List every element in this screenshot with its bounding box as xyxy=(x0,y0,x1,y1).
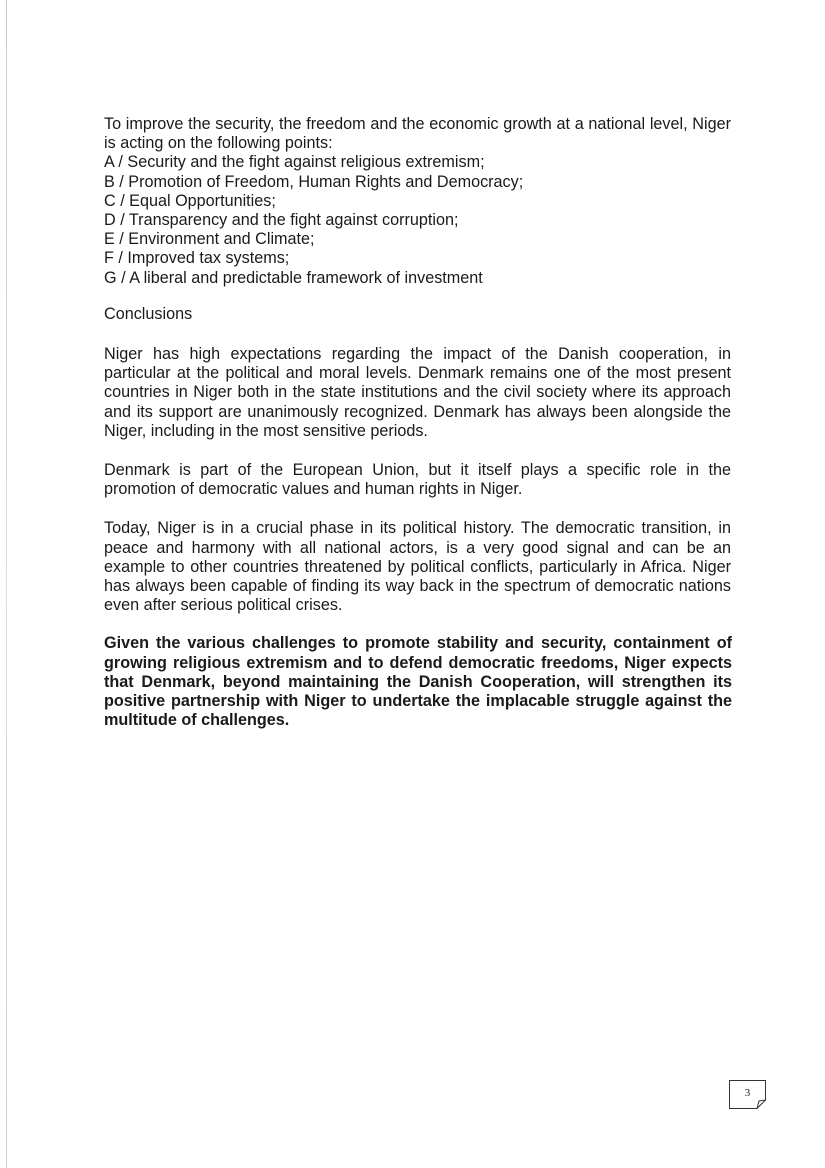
list-item: C / Equal Opportunities; xyxy=(104,191,276,210)
closing-statement: Given the various challenges to promote stability and security, containment of growing religious extremism and to defend democratic freedoms, Niger expects that Denmark, beyond maintaining the Danish Cooperation, will strengthen its positive partnership with Niger to undertake the implacable struggle against the multitude of challenges. xyxy=(104,634,732,730)
document-body xyxy=(104,115,731,730)
conclusions-heading: Conclusions xyxy=(104,304,193,323)
scan-edge-line xyxy=(6,0,7,1168)
paragraph-expectations: Niger has high expectations regarding the impact of the Danish cooperation, in particular at the political and moral levels. Denmark remains one of the most present countries in Niger both in the state institutions and the civil society where its approach and its support are unanimously recognized. Denmark has always been alongside the Niger, including in the most sensitive periods. xyxy=(104,345,731,440)
list-item: A / Security and the fight against religious extremism; xyxy=(104,153,485,172)
paragraph-european-union: Denmark is part of the European Union, but it itself plays a specific role in the promotion of democratic values and human rights in Niger. xyxy=(104,461,731,499)
page-number-box xyxy=(729,1080,766,1109)
list-item: G / A liberal and predictable framework of investment xyxy=(104,268,483,287)
points-list xyxy=(104,153,731,287)
paragraph-crucial-phase: Today, Niger is in a crucial phase in its political history. The democratic transition, in peace and harmony with all national actors, is a very good signal and can be an example to other countries threatened by political conflicts, particularly in Africa. Niger has always been capable of finding its way back in the spectrum of democratic nations even after serious political crises. xyxy=(104,519,731,615)
list-item: B / Promotion of Freedom, Human Rights and Democracy; xyxy=(104,172,524,191)
intro-section xyxy=(104,115,731,288)
list-item: F / Improved tax systems; xyxy=(104,249,290,268)
list-item: D / Transparency and the fight against corruption; xyxy=(104,211,459,230)
page-number: 3 xyxy=(744,1087,751,1099)
intro-line: To improve the security, the freedom and the economic growth at a national level, Niger is acting on the following points: xyxy=(104,115,731,153)
list-item: E / Environment and Climate; xyxy=(104,230,315,249)
